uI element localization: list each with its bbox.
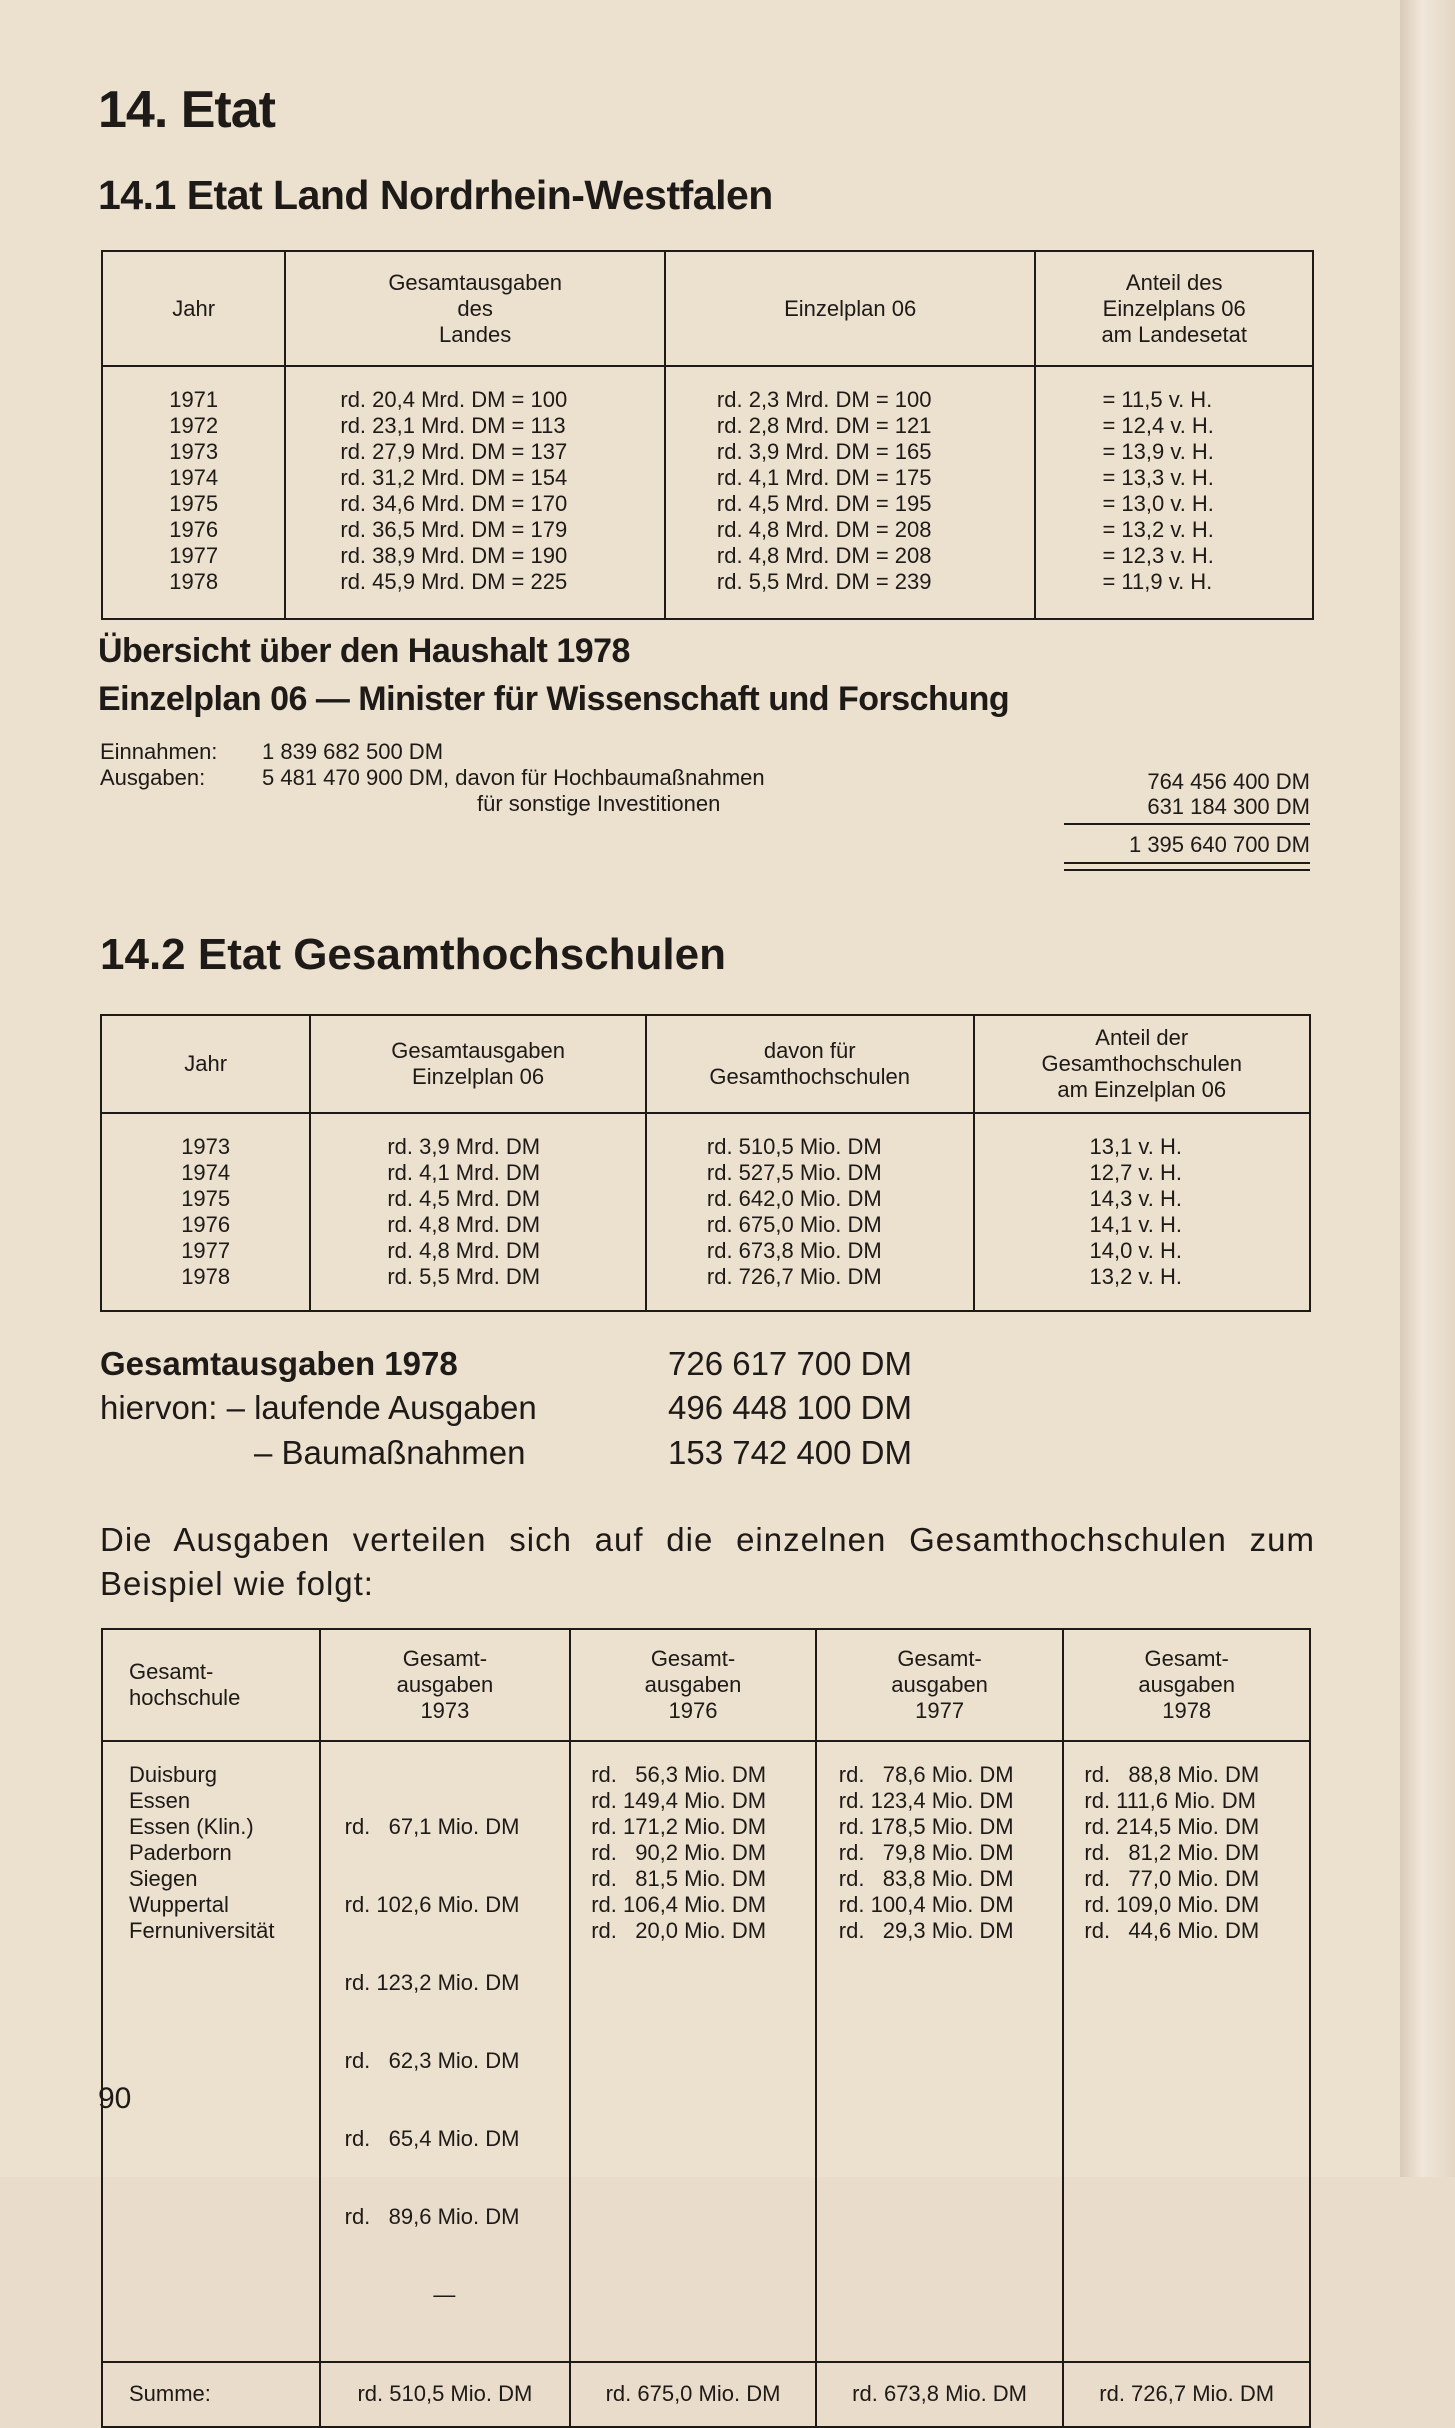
dist-sum-1977: rd. 673,8 Mio. DM (816, 2362, 1064, 2427)
nrw-total-value: rd. 27,9 Mrd. DM = 137 (340, 439, 568, 464)
nrw-year: 1972 (169, 413, 219, 438)
gh-value: rd. 642,0 Mio. DM (706, 1186, 882, 1211)
gh-year: 1978 (181, 1264, 231, 1289)
nrw-share-value: = 13,2 v. H. (1102, 517, 1214, 542)
nrw-header-share (1035, 251, 1313, 366)
dist-1977-value: rd. 29,3 Mio. DM (838, 1918, 1014, 1943)
gh-header-gh-line: davon für (763, 1038, 856, 1063)
dist-1977-cell (816, 1741, 1064, 2362)
nrw-plan-cell (665, 366, 1036, 619)
dist-school: Essen (129, 1788, 191, 1813)
gh-header-share-line: Anteil der (1095, 1025, 1189, 1050)
nrw-budget-table (101, 250, 1314, 620)
nrw-total-value: rd. 38,9 Mrd. DM = 190 (340, 543, 568, 568)
gh-header-share (974, 1015, 1311, 1113)
gh-header-gh (646, 1015, 974, 1113)
gh-share-value: 14,3 v. H. (1089, 1186, 1183, 1211)
gh-values-cell (646, 1113, 974, 1311)
overview-subtitle: Einzelplan 06 — Minister für Wissenschaft und Forschung (98, 680, 1010, 718)
nrw-header-total-line: Landes (439, 321, 512, 347)
nrw-year: 1978 (169, 569, 219, 594)
summary-building-label: – Baumaßnahmen (254, 1434, 526, 1471)
nrw-header-row (102, 251, 1313, 366)
distribution-intro: Die Ausgaben verteilen sich auf die einzelnen Gesamthochschulen zum Beispiel wie folgt: (100, 1521, 1315, 1602)
dist-1973-value: rd. 89,6 Mio. DM (344, 2204, 520, 2229)
dist-1977-value: rd. 178,5 Mio. DM (838, 1814, 1014, 1839)
nrw-plan-value: rd. 4,5 Mrd. DM = 195 (716, 491, 932, 516)
dist-1976-value: rd. 149,4 Mio. DM (591, 1788, 767, 1813)
page-edge (1400, 0, 1455, 2177)
dist-header-1977 (816, 1629, 1064, 1741)
summary-building-value: 153 742 400 DM (668, 1434, 913, 1471)
gh-value: rd. 675,0 Mio. DM (706, 1212, 882, 1237)
nrw-share-value: = 13,0 v. H. (1102, 491, 1214, 516)
dist-1977-value: rd. 79,8 Mio. DM (838, 1840, 1014, 1865)
dist-header-school-line: hochschule (129, 1685, 241, 1710)
dist-header-school-line: Gesamt- (129, 1659, 214, 1684)
nrw-year: 1977 (169, 543, 219, 568)
dist-1973-value: rd. 62,3 Mio. DM (344, 2048, 520, 2073)
gh-share-value: 14,0 v. H. (1089, 1238, 1183, 1263)
nrw-total-value: rd. 20,4 Mrd. DM = 100 (340, 387, 568, 412)
gh-total-value: rd. 4,8 Mrd. DM (387, 1212, 541, 1237)
nrw-body-row (102, 366, 1313, 619)
dist-header-1978-line: ausgaben (1138, 1672, 1236, 1697)
dist-header-1973 (320, 1629, 571, 1741)
other-amount: 631 184 300 DM (1147, 794, 1310, 819)
gh-header-total-line: Gesamtausgaben (391, 1038, 565, 1063)
dist-header-1976-line: 1976 (668, 1698, 718, 1723)
dist-sum-1976: rd. 675,0 Mio. DM (570, 2362, 816, 2427)
dist-school: Essen (Klin.) (129, 1814, 254, 1839)
dist-header-1976-line: Gesamt- (650, 1646, 736, 1671)
page-number: 90 (98, 2082, 132, 2115)
double-rule-bottom (1064, 869, 1310, 871)
gh-share-value: 12,7 v. H. (1089, 1160, 1183, 1185)
gh-value: rd. 726,7 Mio. DM (706, 1264, 882, 1289)
dist-header-1973-line: ausgaben (396, 1672, 494, 1697)
other-investments-label: für sonstige Investitionen (477, 791, 721, 816)
dist-header-1976 (570, 1629, 816, 1741)
nrw-plan-value: rd. 2,3 Mrd. DM = 100 (716, 387, 932, 412)
dist-1978-cell (1063, 1741, 1310, 2362)
gh-share-value: 13,2 v. H. (1089, 1264, 1183, 1289)
dist-1977-value: rd. 123,4 Mio. DM (838, 1788, 1014, 1813)
income-label: Einnahmen: (100, 739, 218, 764)
nrw-share-value: = 11,9 v. H. (1102, 569, 1213, 594)
nrw-plan-value: rd. 3,9 Mrd. DM = 165 (716, 439, 932, 464)
nrw-total-value: rd. 36,5 Mrd. DM = 179 (340, 517, 568, 542)
dist-schools-cell (102, 1741, 320, 2362)
nrw-header-share-line: Einzelplans 06 (1102, 295, 1246, 321)
dist-header-1977-line: ausgaben (891, 1672, 988, 1697)
dist-school: Wuppertal (129, 1892, 229, 1917)
dist-1978-value: rd. 88,8 Mio. DM (1084, 1762, 1260, 1787)
dist-1976-value: rd. 106,4 Mio. DM (591, 1892, 767, 1917)
nrw-share-value: = 13,3 v. H. (1102, 465, 1214, 490)
gh-share-value: 14,1 v. H. (1089, 1212, 1183, 1237)
nrw-total-value: rd. 45,9 Mrd. DM = 225 (340, 569, 568, 594)
gh-year: 1976 (181, 1212, 231, 1237)
double-rule-top (1064, 862, 1310, 864)
dist-school: Duisburg (129, 1762, 218, 1787)
summary-total-value: 726 617 700 DM (668, 1345, 913, 1382)
dist-1973-value: rd. 65,4 Mio. DM (344, 2126, 520, 2151)
dist-1978-value: rd. 44,6 Mio. DM (1084, 1918, 1260, 1943)
expense-label: Ausgaben: (100, 765, 206, 790)
gh-share-value: 13,1 v. H. (1089, 1134, 1183, 1159)
dist-header-1973-line: Gesamt- (402, 1646, 488, 1671)
dist-1978-value: rd. 111,6 Mio. DM (1084, 1788, 1256, 1813)
sum-amount: 1 395 640 700 DM (1128, 832, 1310, 857)
nrw-share-value: = 12,3 v. H. (1102, 543, 1214, 568)
gh-budget-table (100, 1014, 1311, 1312)
dist-header-1978-line: 1978 (1162, 1698, 1212, 1723)
dist-1973-value: rd. 102,6 Mio. DM (344, 1892, 520, 1917)
gh-value: rd. 673,8 Mio. DM (706, 1238, 882, 1263)
dist-1978-value: rd. 214,5 Mio. DM (1084, 1814, 1260, 1839)
dist-1977-value: rd. 100,4 Mio. DM (838, 1892, 1014, 1917)
dist-1977-value: rd. 83,8 Mio. DM (838, 1866, 1014, 1891)
dist-1973-value: rd. 67,1 Mio. DM (344, 1814, 520, 1839)
gh-header-row (101, 1015, 1310, 1113)
dist-header-1978-line: Gesamt- (1144, 1646, 1229, 1671)
dist-1976-value: rd. 56,3 Mio. DM (591, 1762, 767, 1787)
nrw-share-cell (1035, 366, 1313, 619)
dist-1976-value: rd. 81,5 Mio. DM (591, 1866, 767, 1891)
gh-header-share-line: am Einzelplan 06 (1057, 1077, 1227, 1102)
gh-year: 1973 (181, 1134, 231, 1159)
gh-total-value: rd. 5,5 Mrd. DM (387, 1264, 541, 1289)
dist-school: Paderborn (129, 1840, 232, 1865)
dist-school: Siegen (129, 1866, 198, 1891)
gh-header-total (310, 1015, 646, 1113)
gh-title: 14.2 Etat Gesamthochschulen (100, 930, 726, 979)
summary-running-value: 496 448 100 DM (668, 1389, 913, 1426)
nrw-year: 1974 (169, 465, 219, 490)
nrw-year: 1973 (169, 439, 219, 464)
dist-header-1977-line: Gesamt- (897, 1646, 982, 1671)
sum-rule (1064, 823, 1310, 825)
gh-header-gh-line: Gesamthochschulen (709, 1064, 910, 1089)
nrw-share-value: = 11,5 v. H. (1102, 387, 1213, 412)
nrw-plan-value: rd. 5,5 Mrd. DM = 239 (716, 569, 932, 594)
dist-header-1973-line: 1973 (420, 1698, 470, 1723)
dist-1973-value: rd. 123,2 Mio. DM (344, 1970, 520, 1995)
nrw-plan-value: rd. 2,8 Mrd. DM = 121 (716, 413, 932, 438)
dist-1976-value: rd. 90,2 Mio. DM (591, 1840, 767, 1865)
gh-year: 1977 (181, 1238, 231, 1263)
nrw-plan-value: rd. 4,8 Mrd. DM = 208 (716, 543, 932, 568)
dist-1973-value: — (433, 2282, 456, 2307)
dist-header-row (102, 1629, 1310, 1741)
dist-header-1977-line: 1977 (915, 1698, 965, 1723)
gh-body-row (101, 1113, 1310, 1311)
nrw-total-cell (285, 366, 665, 619)
summary-running-label: hiervon: – laufende Ausgaben (100, 1389, 537, 1426)
gh-header-share-line: Gesamthochschulen (1041, 1051, 1243, 1076)
nrw-header-share-line: Anteil des (1125, 269, 1223, 295)
gh-total-value: rd. 4,1 Mrd. DM (387, 1160, 541, 1185)
section-title: 14. Etat (98, 81, 275, 139)
gh-years-cell (101, 1113, 310, 1311)
nrw-total-value: rd. 31,2 Mrd. DM = 154 (340, 465, 568, 490)
nrw-header-share-line: am Landesetat (1101, 321, 1247, 347)
dist-sum-1978: rd. 726,7 Mio. DM (1063, 2362, 1310, 2427)
dist-1976-value: rd. 171,2 Mio. DM (591, 1814, 767, 1839)
nrw-header-total-line: Gesamtausgaben (388, 269, 562, 295)
gh-share-cell (974, 1113, 1311, 1311)
nrw-year: 1971 (169, 387, 219, 412)
nrw-header-total-line: des (457, 295, 493, 321)
nrw-years-cell (102, 366, 285, 619)
dist-body-row (102, 1741, 1310, 2362)
gh-value: rd. 510,5 Mio. DM (706, 1134, 882, 1159)
dist-school: Fernuniversität (129, 1918, 275, 1943)
building-amount: 764 456 400 DM (1147, 769, 1310, 794)
nrw-title: 14.1 Etat Land Nordrhein-Westfalen (98, 172, 773, 218)
nrw-year: 1975 (169, 491, 219, 516)
gh-total-value: rd. 4,8 Mrd. DM (387, 1238, 541, 1263)
nrw-header-total (285, 251, 665, 366)
income-value: 1 839 682 500 DM (262, 739, 444, 764)
gh-total-value: rd. 4,5 Mrd. DM (387, 1186, 541, 1211)
nrw-plan-value: rd. 4,1 Mrd. DM = 175 (716, 465, 932, 490)
expense-value: 5 481 470 900 DM, davon für Hochbaumaßnahmen (262, 765, 765, 790)
gh-value: rd. 527,5 Mio. DM (706, 1160, 882, 1185)
overview-title: Übersicht über den Haushalt 1978 (98, 632, 630, 670)
nrw-total-value: rd. 34,6 Mrd. DM = 170 (340, 491, 568, 516)
nrw-share-value: = 13,9 v. H. (1102, 439, 1214, 464)
nrw-share-value: = 12,4 v. H. (1102, 413, 1214, 438)
dist-sum-row (102, 2362, 1310, 2427)
gh-header-year: Jahr (101, 1015, 310, 1113)
dist-1976-cell (570, 1741, 816, 2362)
gh-year: 1974 (181, 1160, 231, 1185)
dist-header-1976-line: ausgaben (644, 1672, 742, 1697)
dist-1973-cell (320, 1741, 571, 2362)
dist-header-school (102, 1629, 320, 1741)
nrw-plan-value: rd. 4,8 Mrd. DM = 208 (716, 517, 932, 542)
distribution-table (101, 1628, 1311, 2428)
dist-1978-value: rd. 81,2 Mio. DM (1084, 1840, 1260, 1865)
dist-1978-value: rd. 109,0 Mio. DM (1084, 1892, 1260, 1917)
dist-header-1978 (1063, 1629, 1310, 1741)
dist-1978-value: rd. 77,0 Mio. DM (1084, 1866, 1260, 1891)
nrw-total-value: rd. 23,1 Mrd. DM = 113 (340, 413, 566, 438)
nrw-year: 1976 (169, 517, 219, 542)
dist-1976-value: rd. 20,0 Mio. DM (591, 1918, 767, 1943)
gh-header-total-line: Einzelplan 06 (412, 1064, 545, 1089)
gh-total-cell (310, 1113, 646, 1311)
gh-total-value: rd. 3,9 Mrd. DM (387, 1134, 541, 1159)
summary-total-label: Gesamtausgaben 1978 (100, 1345, 458, 1382)
dist-1977-value: rd. 78,6 Mio. DM (838, 1762, 1014, 1787)
nrw-header-plan: Einzelplan 06 (665, 251, 1036, 366)
gh-year: 1975 (181, 1186, 231, 1211)
dist-sum-label: Summe: (102, 2362, 320, 2427)
nrw-header-year: Jahr (102, 251, 285, 366)
dist-sum-1973: rd. 510,5 Mio. DM (320, 2362, 571, 2427)
